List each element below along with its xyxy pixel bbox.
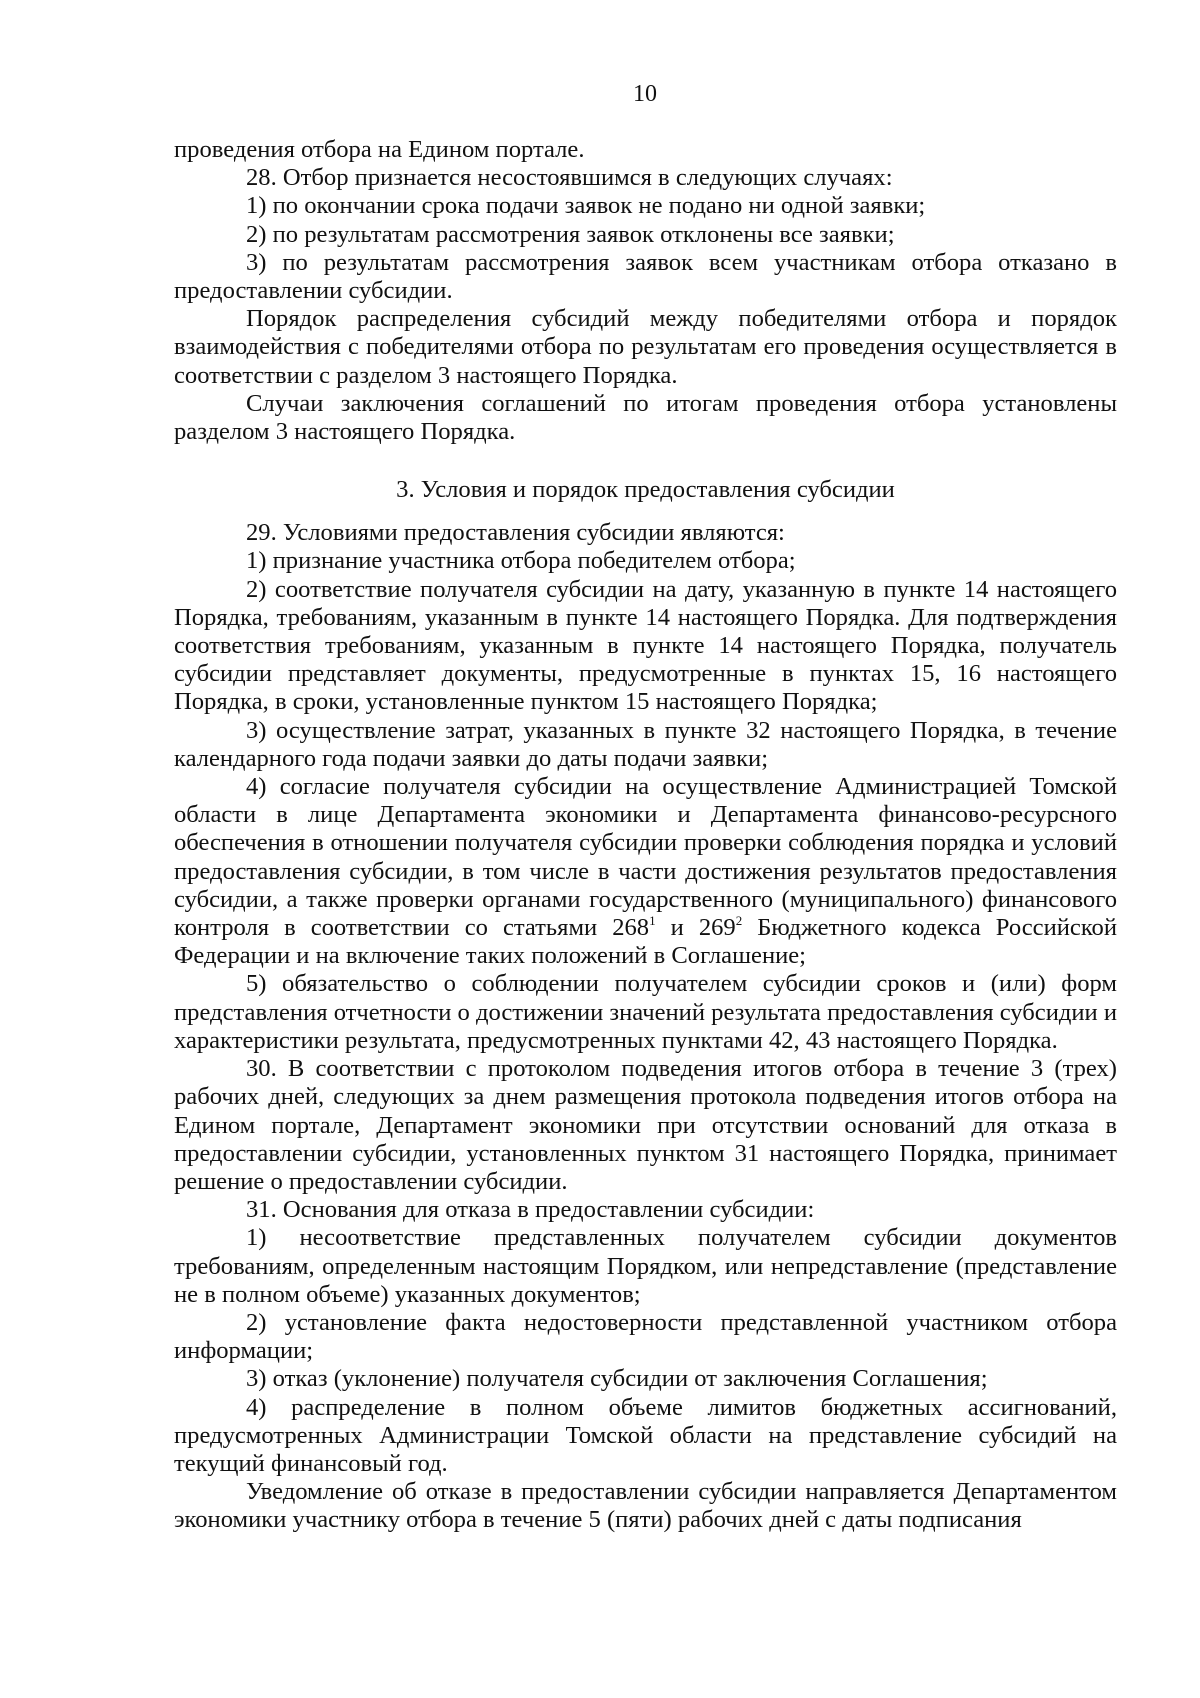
list-item-31-2: 2) установление факта недостоверности представленной участником отбора информации; xyxy=(174,1308,1117,1365)
paragraph-continuation: проведения отбора на Едином портале. xyxy=(174,136,585,163)
list-item-29-3: 3) осуществление затрат, указанных в пункте 32 настоящего Порядка, в течение календарного года подачи заявки до даты подачи заявки; xyxy=(174,716,1117,772)
list-item-28-2: 2) по результатам рассмотрения заявок отклонены все заявки; xyxy=(246,220,895,248)
list-item-31-3: 3) отказ (уклонение) получателя субсидии от заключения Соглашения; xyxy=(246,1365,988,1393)
list-item-28-3: 3) по результатам рассмотрения заявок всем участникам отбора отказано в предоставлении субсидии. xyxy=(174,248,1117,305)
paragraph-29: 29. Условиями предоставления субсидии являются: xyxy=(246,519,785,547)
list-item-29-4 xyxy=(174,773,1117,970)
list-item-29-4-part3: Бюджетного кодекса Российской Федерации и на включение таких положений в Соглашение; xyxy=(174,914,1117,970)
paragraph-30: 30. В соответствии с протоколом подведения итогов отбора в течение 3 (трех) рабочих дней, следующих за днем размещения протокола подведения итогов отбора на Едином портале, Департамент экономики при отсутствии оснований для отказа в предоставлении субсидии, установленных пунктом 31 настоящего Порядка, принимает решение о предоставлении субсидии. xyxy=(174,1055,1117,1195)
paragraph-agreement-cases: Случаи заключения соглашений по итогам проведения отбора установлены разделом 3 настоящего Порядка. xyxy=(174,389,1117,446)
list-item-29-2: 2) соответствие получателя субсидии на дату, указанную в пункте 14 настоящего Порядка, требованиям, указанным в пункте 14 настоящего Порядка. Для подтверждения соответствия требованиям, указанным в пункте 14 настоящего Порядка, получатель субсидии представляет документы, предусмотренные в пунктах 15, 16 настоящего Порядка, в сроки, установленные пунктом 15 настоящего Порядка; xyxy=(174,575,1117,716)
page-number: 10 xyxy=(633,81,657,107)
list-item-31-1: 1) несоответствие представленных получателем субсидии документов требованиям, определенным настоящим Порядком, или непредставление (представление не в полном объеме) указанных документов; xyxy=(174,1224,1117,1308)
document-body xyxy=(174,136,1117,1535)
paragraph-28: 28. Отбор признается несостоявшимся в следующих случаях: xyxy=(246,164,893,192)
list-item-28-1: 1) по окончании срока подачи заявок не подано ни одной заявки; xyxy=(246,192,926,220)
paragraph-refusal-notice: Уведомление об отказе в предоставлении субсидии направляется Департаментом экономики участнику отбора в течение 5 (пяти) рабочих дней с даты подписания xyxy=(174,1478,1117,1534)
paragraph-31: 31. Основания для отказа в предоставлении субсидии: xyxy=(246,1196,815,1224)
list-item-31-4: 4) распределение в полном объеме лимитов бюджетных ассигнований, предусмотренных Администрации Томской области на представление субсидий на текущий финансовый год. xyxy=(174,1393,1117,1477)
superscript-1: 1 xyxy=(649,913,656,929)
superscript-2: 2 xyxy=(735,913,743,929)
list-item-29-5: 5) обязательство о соблюдении получателем субсидии сроков и (или) форм представления отчетности о достижении значений результата предоставления субсидии и характеристики результата, предусмотренных пунктами 42, 43 настоящего Порядка. xyxy=(174,970,1117,1054)
section-heading: 3. Условия и порядок предоставления субсидии xyxy=(396,476,895,504)
list-item-29-4-part1: 4) согласие получателя субсидии на осуществление Администрацией Томской области в лице Департамента экономики и Департамента финансово-ресурсного обеспечения в отношении получателя субсидии проверки соблюдения порядка и условий предоставления субсидии, в том числе в части достижения результатов предоставления субсидии, а также проверки органами государственного (муниципального) финансового контроля в соответствии со статьями 268 xyxy=(174,773,1117,942)
list-item-29-1: 1) признание участника отбора победителем отбора; xyxy=(246,547,796,575)
list-item-29-4-part2: и 269 xyxy=(655,914,736,942)
paragraph-distribution-order: Порядок распределения субсидий между победителями отбора и порядок взаимодействия с победителями отбора по результатам его проведения осуществляется в соответствии с разделом 3 настоящего Порядка. xyxy=(174,305,1117,389)
